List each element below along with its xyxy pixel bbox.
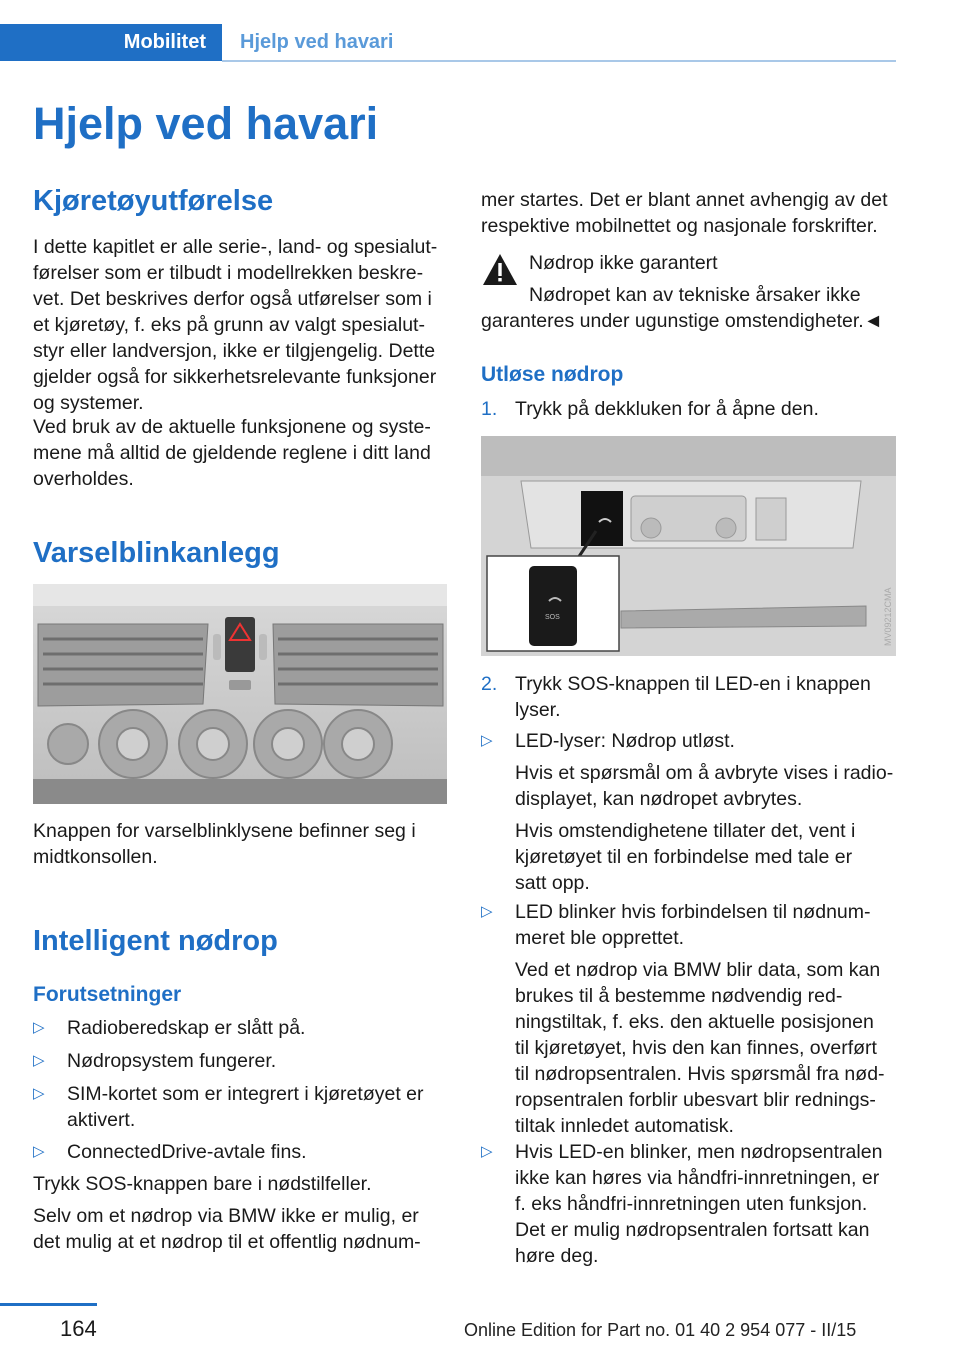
paragraph-vehicle: I dette kapitlet er alle serie-, land- og spesialut- førelser som er tilbudt i modellrekken beskre- vet. Det beskrives derfor også utførelser som i et kjøretøy, f. eks på grunn av valgt spesialut- styr eller landversjon, ikke er tilgjengelig. Dette gjelder også for sikkerhetsrelevante funksjoner og systemer. (33, 236, 438, 414)
paragraph-continued: mer startes. Det er blant annet avhengig av det respektive mobilnettet og nasjonale forskrifter. (481, 189, 888, 237)
step-item: 2. Trykk SOS-knappen til LED-en i knappen lyser. (481, 673, 871, 721)
triangle-right-icon: ▷ (481, 732, 493, 749)
triangle-right-icon: ▷ (33, 1143, 45, 1160)
footer-edition: Online Edition for Part no. 01 40 2 954 077 - II/15 (464, 1320, 857, 1340)
hazard-caption: Knappen for varselblinklysene befinner seg i midtkonsollen. (33, 820, 416, 868)
paragraph-vehicle-2: Ved bruk av de aktuelle funksjonene og syste- mene må alltid de gjeldende reglene i ditt land overholdes. (33, 416, 431, 490)
header-topic[interactable]: Hjelp ved havari (240, 31, 394, 53)
triangle-right-icon: ▷ (33, 1052, 45, 1069)
heading-hazard: Varselblinkanlegg (33, 537, 280, 569)
triangle-right-icon: ▷ (481, 1143, 493, 1160)
warning-triangle-icon (481, 252, 519, 288)
header-divider (222, 60, 896, 62)
page-number: 164 (60, 1316, 97, 1341)
prereq-item: ▷ SIM-kortet som er integrert i kjøretøyet er aktivert. (33, 1083, 424, 1131)
heading-trigger: Utløse nødrop (481, 363, 624, 386)
warning-line-2: garanteres under ugunstige omstendigheter.◄ (481, 310, 883, 332)
heading-vehicle: Kjøretøyutførelse (33, 185, 274, 217)
sos-note: Trykk SOS-knappen bare i nødstilfeller. (33, 1173, 372, 1195)
paragraph-even: Selv om et nødrop via BMW ikke er mulig, er det mulig at et nødrop til et offentlig nødnum- (33, 1205, 421, 1253)
sos-image-label: SOS (545, 614, 560, 621)
triangle-right-icon: ▷ (33, 1019, 45, 1036)
sos-button-image (481, 436, 896, 656)
triangle-right-icon: ▷ (481, 903, 493, 920)
triangle-right-icon: ▷ (33, 1085, 45, 1102)
warning-title: Nødrop ikke garantert (529, 252, 718, 274)
heading-prerequisites: Forutsetninger (33, 983, 182, 1006)
heading-ecall: Intelligent nødrop (33, 925, 278, 957)
header-section-tab[interactable] (0, 24, 222, 61)
hazard-console-image (33, 584, 447, 804)
image-code: MV09212CMA (883, 587, 893, 646)
header-section-label: Mobilitet (123, 31, 206, 53)
footer-accent-line (0, 1303, 97, 1306)
warning-line-1: Nødropet kan av tekniske årsaker ikke (529, 284, 861, 306)
page-title: Hjelp ved havari (33, 98, 379, 149)
